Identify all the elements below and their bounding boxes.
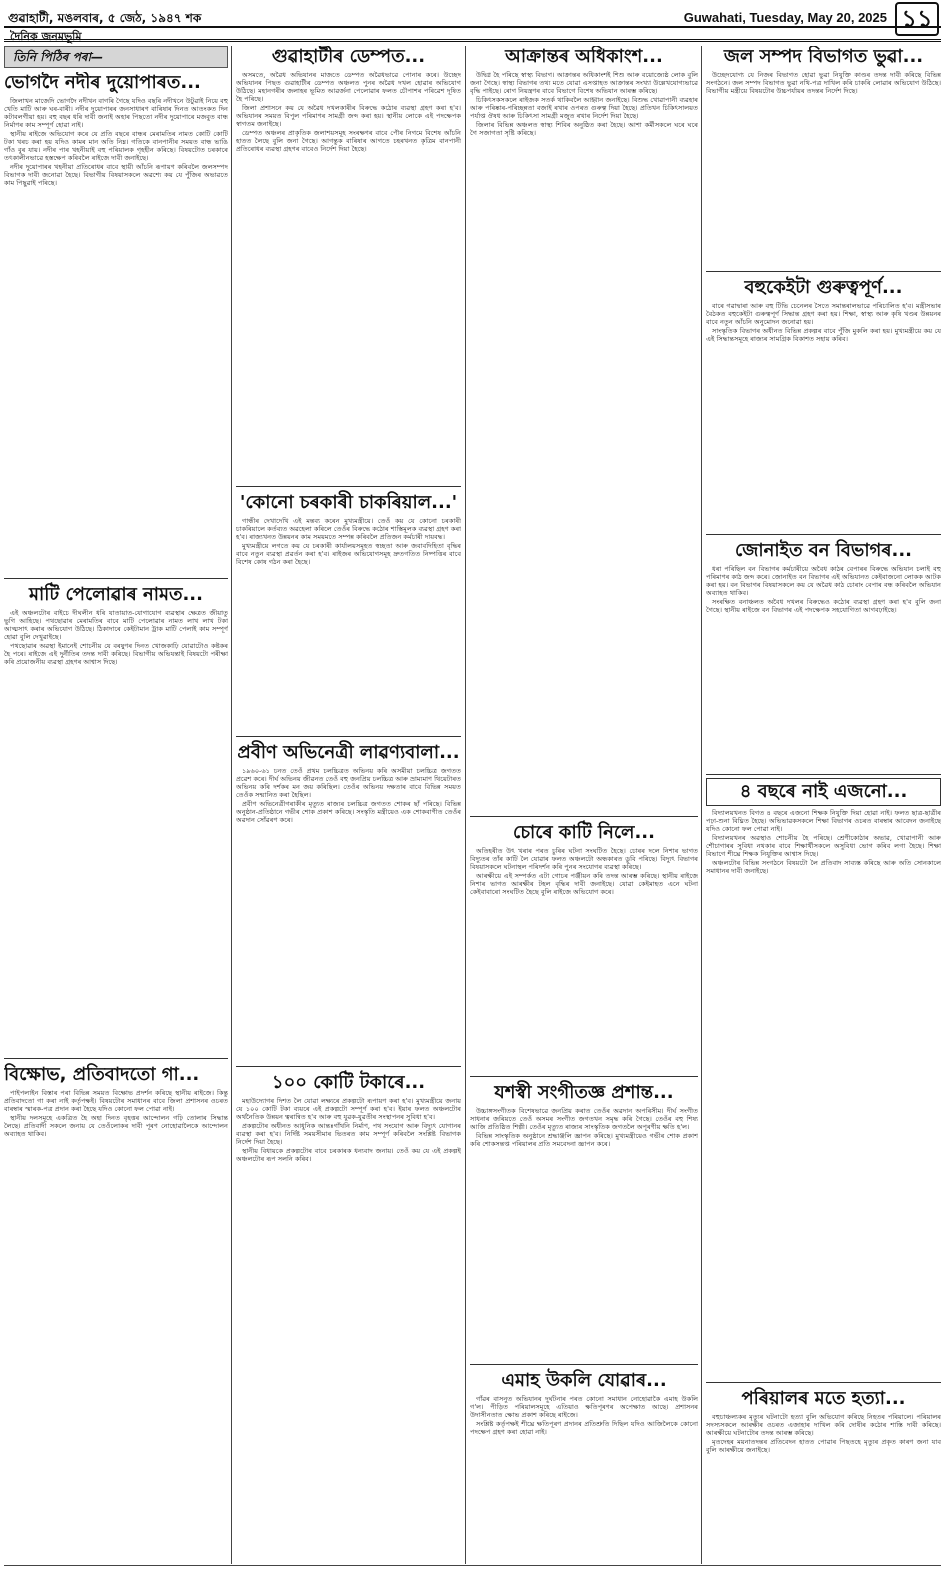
story-divider bbox=[470, 1076, 698, 1077]
article-headline: জোনাইত বন বিভাগৰ... bbox=[735, 540, 912, 561]
article-paragraph: প্ৰকল্পটোৰ অধীনত আধুনিক আন্তঃগাঁথনি নিৰ্মাণ, পথ সংযোগ আৰু বিদ্যুৎ যোগানৰ ব্যৱস্থা কৰা হ'ব। নিৰ্দিষ্ট সময়সীমাৰ ভিতৰত কাম সম্পূৰ্ণ কৰিবলৈ সংশ্লিষ্ট বিভাগক নিৰ্দেশ দিয়া হৈছে। bbox=[236, 1122, 461, 1147]
article-paragraph: এই অঞ্চলটোৰ বাইচে দীঘলীন ধৰি যাতায়াত-যোগাযোগ ব্যৱস্থাৰ ক্ষেত্ৰত জীয়াতু ভুগি আহিছে। পথছোৱাৰ মেৰামতিৰ বাবে মাটি পেলোৱাৰ নামত লাখ লাখ টকা আত্মসাৎ কৰাৰ অভিযোগ উঠিছে। ঠিকাদাৰে কেইটামান ট্ৰাক মাটি পেলাই কাম সম্পূৰ্ণ হোৱা বুলি দেখুৱাইছে। bbox=[4, 609, 228, 642]
article-headline: জল সম্পদ বিভাগত ভুৱা... bbox=[723, 46, 924, 67]
article-paragraph: সাংস্কৃতিক বিভাগৰ অধীনত বিভিন্ন প্ৰকল্পৰ বাবে পুঁজি মুকলি কৰা হয়। মুখ্যমন্ত্ৰীয়ে কয় যে এই সিদ্ধান্তসমূহে ৰাজ্যৰ সামগ্ৰিক বিকাশত সহায় কৰিব। bbox=[706, 327, 941, 344]
article-headline: 'কোনো চৰকাৰী চাকৰিয়াল...' bbox=[239, 492, 458, 513]
article-family-murder bbox=[706, 1382, 941, 1564]
story-divider bbox=[706, 534, 941, 535]
article-body bbox=[470, 1395, 698, 1436]
page-number: ১১ bbox=[895, 2, 939, 36]
column-3 bbox=[470, 46, 698, 1564]
story-divider bbox=[706, 774, 941, 775]
article-body bbox=[4, 1089, 228, 1138]
article-body bbox=[236, 1097, 461, 1163]
article-paragraph: ধৰা পৰিছিল বন বিভাগৰ কৰ্মচাৰীয়ে অবৈধ কাঠৰ বেপাৰৰ বিৰুদ্ধে অভিযান চলাই বহু পৰিমাণৰ কাঠ জব্দ কৰে। জোনাইত বন বিভাগৰ এই অভিযানত কেইবাজনো লোকক আটক কৰা হয়। বন বিভাগৰ বিষয়াসকলে কয় যে অৱৈধ কাঠ চোৰাং বেপাৰ বন্ধ কৰিবলৈ অভিযান অব্যাহত থাকিব। bbox=[706, 565, 941, 598]
article-important-decisions bbox=[706, 271, 941, 541]
article-paragraph: চিকিৎসকসকলে ৰাইজক সতৰ্ক থাকিবলৈ আহ্বান জনাইছে। বিশুদ্ধ খোৱাপানী ব্যৱহাৰ আৰু পৰিষ্কাৰ-পৰিচ্ছন্নতা বজাই ৰখাৰ ওপৰত গুৰুত্ব দিয়া হৈছে। প্ৰতিখন চিকিৎসালয়ত পৰ্যাপ্ত ঔষধ আৰু চিকিৎসা সামগ্ৰী মজুত ৰখাৰ নিৰ্দেশ দিয়া হৈছে। bbox=[470, 96, 698, 121]
article-paragraph: পাইপলাইন বিস্তাৰ পৰা বিভিন্ন সময়ত বিক্ষোভ প্ৰদৰ্শন কৰিছে স্থানীয় ৰাইজে। কিন্তু প্ৰতিবাদতো গা কৰা নাই কৰ্তৃপক্ষই। বিষয়টোৰ সমাধানৰ বাবে জিলা প্ৰশাসনৰ ওচৰত বাৰম্বাৰ স্মাৰক-পত্ৰ প্ৰদান কৰা হৈছে যদিও কোনো ফল পোৱা নাই। bbox=[4, 1089, 228, 1114]
story-divider bbox=[236, 736, 461, 737]
article-paragraph: অঞ্চলটোৰ বিভিন্ন সংগঠনে বিষয়টো লৈ প্ৰতিবাদ সাব্যস্ত কৰিছে আৰু অতি সোনকালে সমাধানৰ দাবী জনাইছে। bbox=[706, 859, 941, 876]
article-headline: পৰিয়ালৰ মতে হত্যা... bbox=[741, 1388, 906, 1409]
article-paragraph: জিলাৰ বিভিন্ন অঞ্চলত স্বাস্থ্য শিবিৰ অনুষ্ঠিত কৰা হৈছে। আশা কৰ্মীসকলে ঘৰে ঘৰে গৈ সজাগতা সৃষ্টি কৰিছে। bbox=[470, 121, 698, 138]
story-divider bbox=[236, 486, 461, 487]
column-divider bbox=[231, 46, 232, 1564]
story-divider bbox=[706, 271, 941, 272]
article-headline: ১০০ কোটি টকাৰে... bbox=[271, 1072, 426, 1093]
article-headline: বহুকেইটা গুৰুত্বপূৰ্ণ... bbox=[744, 277, 903, 298]
article-one-month-passed bbox=[470, 1364, 698, 1564]
article-govt-employee bbox=[236, 486, 461, 756]
article-paragraph: ডেম্পত অঞ্চলৰ প্ৰাকৃতিক জলাশয়সমূহ সংৰক্ষণৰ বাবে পৌৰ নিগমে বিশেষ আঁচনি হাতত লৈছে বুলি জনা গৈছে। আগন্তুক বাৰিষাৰ আগতে চহৰখনত কৃত্ৰিম বানপানী প্ৰতিৰোধৰ ব্যৱস্থা গ্ৰহণৰ বাবেও নিৰ্দেশ দিয়া হৈছে। bbox=[236, 129, 461, 154]
article-paragraph: মৃতদেহৰ ময়নাতদন্তৰ প্ৰতিবেদন হাতত পোৱাৰ পিছতহে মৃত্যুৰ প্ৰকৃত কাৰণ জনা যাব বুলি আৰক্ষীয়ে জনাইছে। bbox=[706, 1438, 941, 1455]
article-paragraph: সংশ্লিষ্ট কৰ্তৃপক্ষই শীঘ্ৰে ক্ষতিপূৰণ প্ৰদানৰ প্ৰতিশ্ৰুতি দিছিল যদিও আজিলৈকে কোনো পদক্ষেপ গ্ৰহণ কৰা হোৱা নাই। bbox=[470, 1420, 698, 1437]
newspaper-name: দৈনিক জনমভূমি bbox=[10, 30, 82, 43]
article-guwahati-dumping bbox=[236, 46, 461, 502]
article-paragraph: নদীৰ দুয়োপাৰৰ খহনীয়া প্ৰতিৰোধৰ বাবে স্থায়ী আঁচনি ৰূপায়ণ কৰিবলৈ জলসম্পদ বিভাগক দাবী জনোৱা হৈছে। বিভাগীয় বিষয়াসকলে অৱশ্যে কয় যে পুঁজিৰ অভাৱতে কাম পিছুৱাই পৰিছে। bbox=[4, 163, 228, 188]
article-100-crore bbox=[236, 1066, 461, 1564]
article-body bbox=[236, 767, 461, 824]
column-2 bbox=[236, 46, 461, 1564]
article-paragraph: অতিহৰীত উৎ খৰাৰ পৰত চুৰিৰ ঘটনা সংঘটিত হৈছে। চোৰৰ দলে নিশাৰ ভাগত বিদ্যুতৰ তাঁৰ কাটি লৈ যোৱাৰ ফলত অঞ্চলটো অন্ধকাৰত ডুবি পৰিছে। বিদ্যুৎ বিভাগৰ বিষয়াসকলে ঘটনাস্থল পৰিদৰ্শন কৰি পুনৰ সংযোগৰ ব্যৱস্থা কৰিছে। bbox=[470, 847, 698, 872]
article-paragraph: জিলা প্ৰশাসনে কয় যে অৱৈধ দখলকাৰীৰ বিৰুদ্ধে কঠোৰ ব্যৱস্থা গ্ৰহণ কৰা হ'ব। অভিযানৰ সময়ত বিপুল পৰিমাণৰ সামগ্ৰী জব্দ কৰা হয়। স্থানীয় লোকে এই পদক্ষেপক স্বাগতম জনাইছে। bbox=[236, 104, 461, 129]
article-paragraph: বিদ্যালয়খনত বিগত ৪ বছৰে এজনো শিক্ষক নিযুক্তি দিয়া হোৱা নাই। ফলত ছাত্ৰ-ছাত্ৰীৰ পঢ়া-শুনা বিঘ্নিত হৈছে। অভিভাৱকসকলে শিক্ষা বিভাগৰ ওচৰত বাৰম্বাৰ আবেদন জনাইছে যদিও কোনো ফল পোৱা নাই। bbox=[706, 809, 941, 834]
masthead-bar bbox=[4, 26, 941, 42]
article-headline: প্ৰবীণ অভিনেত্ৰী লাৱণ্যবালা... bbox=[237, 742, 460, 763]
article-paragraph: গান্ধীৰ দেখাদেখি এই মন্তব্য কৰেন মুখ্যমন্ত্ৰীয়ে। তেওঁ কয় যে কোনো চৰকাৰী চাকৰিয়ালে কৰ্তব্যত অৱহেলা কৰিলে তেওঁৰ বিৰুদ্ধে কঠোৰ শাস্তিমূলক ব্যৱস্থা গ্ৰহণ কৰা হ'ব। ৰাজ্যখনত উন্নয়নৰ কাম সময়মতে সম্পন্ন কৰিবলৈ প্ৰতিজন কৰ্মচাৰী দায়বদ্ধ। bbox=[236, 517, 461, 542]
article-paragraph: স্থানীয় বিধায়কে প্ৰকল্পটোৰ বাবে চৰকাৰক ধন্যবাদ জনায়। তেওঁ কয় যে এই প্ৰকল্পই অঞ্চলটোৰ ৰূপ সলনি কৰিব। bbox=[236, 1147, 461, 1164]
article-thieves-cut bbox=[470, 816, 698, 1076]
article-forest-department bbox=[706, 534, 941, 796]
article-headline: এমাহ উকলি যোৱাৰ... bbox=[501, 1370, 667, 1391]
article-paragraph: আৰক্ষীয়ে এই সম্পৰ্কত এটা গোচৰ পঞ্জীয়ন কৰি তদন্ত আৰম্ভ কৰিছে। স্থানীয় ৰাইজে নিশাৰ ভাগত আৰক্ষীৰ টহল বৃদ্ধিৰ দাবী জনাইছে। যোৱা কেইমাহত এনে ঘটনা কেইবাবাৰো সংঘটিত হৈছে বুলি ৰাইজে অভিযোগ কৰে। bbox=[470, 872, 698, 897]
article-paragraph: মহাউদ্যোগৰ দিশত লৈ যোৱা লক্ষ্যৰে প্ৰকল্পটো ৰূপায়ণ কৰা হ'ব। মুখ্যমন্ত্ৰীয়ে জনায় যে ১০০ কোটি টকা ব্যয়ৰে এই প্ৰকল্পটো সম্পূৰ্ণ কৰা হ'ব। ইয়াৰ ফলত অঞ্চলটোৰ অৰ্থনৈতিক উন্নয়ন ত্বৰান্বিত হ'ব আৰু বহু যুৱক-যুৱতীৰ সংস্থাপনৰ সুবিধা হ'ব। bbox=[236, 1097, 461, 1122]
article-body bbox=[236, 517, 461, 566]
article-paragraph: গাঁৱৰ বাসনুত অভিযানৰ দুৰ্ঘটনাৰ পৰত কোনো সমাধান নোহোৱাকৈ এমাহ উকলি গ'ল। পীড়িত পৰিয়ালসমূহে এতিয়াও ক্ষতিপূৰণৰ অপেক্ষাত আছে। প্ৰশাসনৰ উদাসীনতাত ক্ষোভ প্ৰকাশ কৰিছে ৰাইজে। bbox=[470, 1395, 698, 1420]
story-divider bbox=[470, 1364, 698, 1365]
article-paragraph: ১৯৬০-৬১ চনত তেওঁ প্ৰথম চলচ্চিত্ৰত অভিনয় কৰি অসমীয়া চলচ্চিত্ৰ জগতত প্ৰৱেশ কৰে। দীৰ্ঘ অভিনয় জীৱনত তেওঁ বহু জনপ্ৰিয় চলচ্চিত্ৰ আৰু ভ্ৰাম্যমাণ থিয়েটাৰত অভিনয় কৰি দৰ্শকৰ মন জয় কৰিছিল। তেওঁৰ অভিনয় দক্ষতাৰ বাবে বিভিন্ন সময়ত তেওঁক সন্মানিত কৰা হৈছিল। bbox=[236, 767, 461, 800]
column-1 bbox=[4, 46, 228, 1564]
article-paragraph: সংৰক্ষিত বনাঞ্চলত অবৈধ দখলৰ বিৰুদ্ধেও কঠোৰ ব্যৱস্থা গ্ৰহণ কৰা হ'ব বুলি জনা গৈছে। স্থানীয় ৰাইজে বন বিভাগৰ এই পদক্ষেপক সহযোগিতা আগবঢ়াইছে। bbox=[706, 598, 941, 615]
article-bhogdoi-river bbox=[4, 72, 228, 602]
article-most-infected bbox=[470, 46, 698, 816]
article-body bbox=[236, 71, 461, 153]
article-paragraph: বিভিন্ন সাংস্কৃতিক অনুষ্ঠানে শ্ৰদ্ধাঞ্জলি জ্ঞাপন কৰিছে। মুখ্যমন্ত্ৰীয়েও গভীৰ শোক প্ৰকাশ কৰি শোকসন্তপ্ত পৰিয়ালৰ প্ৰতি সমবেদনা জ্ঞাপন কৰে। bbox=[470, 1132, 698, 1149]
article-body bbox=[4, 97, 228, 188]
article-headline: আক্ৰান্তৰ অধিকাংশ... bbox=[505, 46, 663, 67]
article-paragraph: উদ্বিগ্ন হৈ পৰিছে স্বাস্থ্য বিভাগ। আক্ৰান্তৰ অধিকাংশই শিশু আৰু বয়োজ্যেষ্ঠ লোক বুলি জনা গৈছে। স্বাস্থ্য বিভাগৰ তথ্য মতে যোৱা এসপ্তাহত আক্ৰান্তৰ সংখ্যা উল্লেখযোগ্যভাৱে বৃদ্ধি পাইছে। ৰোগ নিয়ন্ত্ৰণৰ বাবে বিভাগে বিশেষ অভিযান আৰম্ভ কৰিছে। bbox=[470, 71, 698, 96]
article-body bbox=[470, 847, 698, 896]
article-paragraph: স্থানীয় দলসমূহে একত্ৰিত হৈ অহা দিনত বৃহত্তৰ আন্দোলন গঢ়ি তোলাৰ সিদ্ধান্ত লৈছে। প্ৰতিবাদী সকলে জনায় যে তেওঁলোকৰ দাবী পূৰণ নোহোৱালৈকে আন্দোলন অব্যাহত থাকিব। bbox=[4, 1114, 228, 1139]
issue-date-assamese: গুৱাহাটী, মঙলবাৰ, ৫ জেঠ, ১৯৪৭ শক bbox=[8, 11, 202, 25]
article-four-years-no-teacher bbox=[706, 774, 941, 1344]
article-paragraph: বিদ্যালয়খনৰ অৱস্থাও শোচনীয় হৈ পৰিছে। শ্ৰেণীকোঠাৰ অভাৱ, খোৱাপানী আৰু শৌচাগাৰৰ সুবিধা নথকাৰ বাবে শিক্ষাৰ্থীসকলে অসুবিধা ভোগ কৰিব লগা হৈছে। শিক্ষা বিভাগে শীঘ্ৰে শিক্ষক নিযুক্তিৰ আশ্বাস দিছে। bbox=[706, 834, 941, 859]
article-paragraph: উচ্ছেদযোগ্য যে নিজৰ বিভাগত হোৱা ভুৱা নিযুক্তি কাণ্ডৰ তদন্ত দাবী কৰিছে বিভিন্ন সংগঠনে। জল সম্পদ বিভাগত ভুৱা নথি-পত্ৰ দাখিল কৰি চাকৰি লোৱাৰ অভিযোগ উঠিছে। বিভাগীয় মন্ত্ৰীয়ে বিষয়টোৰ উচ্চপৰ্যায়ৰ তদন্তৰ নিৰ্দেশ দিছে। bbox=[706, 71, 941, 96]
article-paragraph: অসমতে, অৱৈধ অভিযানৰ মাজতে ডেম্পত অৱৈধভাৱে পোনাৰ কৰে। উচ্ছেদ অভিযানৰ পিছত গুৱাহাটীৰ ডেম্পত অঞ্চলত পুনৰ অৱৈধ দখল হোৱাৰ অভিযোগ উঠিছে। মহানগৰীৰ জলাহৰ ভূমিত আৱৰ্জনা পেলোৱাৰ ফলত চৌপাশৰ পৰিৱেশ দূষিত হৈ পৰিছে। bbox=[236, 71, 461, 104]
article-paragraph: বাৰে গৱাদ্বাৰা আৰু বহু টিভি চেনেলৰ সৈতে সমান্তৰালভাৱে পৰিচালিত হ'ব। মন্ত্ৰীসভাৰ বৈঠকত বহুকেইটা গুৰুত্বপূৰ্ণ সিদ্ধান্ত গ্ৰহণ কৰা হয়। শিক্ষা, স্বাস্থ্য আৰু কৃষি খণ্ডৰ উন্নয়নৰ বাবে নতুন আঁচনি অনুমোদন জনোৱা হয়। bbox=[706, 302, 941, 327]
article-headline: মাটি পেলোৱাৰ নামত... bbox=[29, 584, 203, 605]
story-divider bbox=[236, 1066, 461, 1067]
story-divider bbox=[4, 1058, 228, 1059]
article-soil-filling bbox=[4, 578, 228, 1048]
page-bottom-rule bbox=[4, 1565, 941, 1566]
article-musician-prashanta bbox=[470, 1076, 698, 1366]
story-divider bbox=[4, 578, 228, 579]
story-divider bbox=[706, 1382, 941, 1383]
article-body bbox=[706, 302, 941, 343]
article-body bbox=[706, 565, 941, 614]
column-divider bbox=[701, 46, 702, 1564]
article-body bbox=[706, 1413, 941, 1454]
article-body bbox=[706, 71, 941, 95]
article-paragraph: স্থানীয় ৰাইজে অভিযোগ কৰে যে প্ৰতি বছৰে বান্ধৰ মেৰামতিৰ নামত কোটি কোটি টকা খৰচ কৰা হয় যদিও কামৰ মান অতি নিম্ন। গতিকে বানপানীৰ সময়ত বান্ধ ভাঙি গাঁও বুৰ যায়। নদীৰ পাৰ খহনীয়াই বহু পৰিয়ালক গৃহহীন কৰিছে। বিষয়টোত চৰকাৰে তৎকালীনভাৱে হস্তক্ষেপ কৰিবলৈ ৰাইজে দাবী জনাইছে। bbox=[4, 130, 228, 163]
article-paragraph: পথছোৱাৰ অৱস্থা ইমানেই শোচনীয় যে বৰষুণৰ দিনত খোজকাঢ়ি যোৱাটোও কষ্টকৰ হৈ পৰে। ৰাইজে এই দুৰ্নীতিৰ তদন্ত দাবী কৰিছে। বিভাগীয় অভিযন্তাই বিষয়টো পৰীক্ষা কৰি প্ৰয়োজনীয় ব্যৱস্থা গ্ৰহণৰ আশ্বাস দিছে। bbox=[4, 642, 228, 667]
article-headline: চোৰে কাটি নিলে... bbox=[513, 822, 655, 843]
issue-date-english: Guwahati, Tuesday, May 20, 2025 bbox=[683, 10, 887, 25]
article-headline: ভোগদৈ নদীৰ দুয়োপাৰত... bbox=[4, 72, 201, 93]
article-water-resources-fake bbox=[706, 46, 941, 271]
story-divider bbox=[470, 816, 698, 817]
article-headline: গুৱাহাটীৰ ডেম্পত... bbox=[271, 46, 426, 67]
article-paragraph: উচ্চাঙ্গসংগীতক বিশেষভাৱে জনপ্ৰিয় কৰাত তেওঁৰ অৱদান অপৰিসীম। দীৰ্ঘ সংগীত সাধনাৰ জৰিয়তে তেওঁ অসমৰ সংগীত জগতখন সমৃদ্ধ কৰি গৈছে। তেওঁৰ বহু শিষ্য আজি প্ৰতিষ্ঠিত শিল্পী। তেওঁৰ মৃত্যুত ৰাজ্যৰ সাংস্কৃতিক জগতলৈ অপূৰণীয় ক্ষতি হ'ল। bbox=[470, 1107, 698, 1132]
continued-section-label: তিনি পিঠিৰ পৰা— bbox=[4, 46, 228, 68]
article-paragraph: বহুচাঞ্চল্যকৰ মৃত্যুৰ ঘটনাটো হত্যা বুলি অভিযোগ কৰিছে নিহতৰ পৰিয়ালে। পৰিয়ালৰ সদস্যসকলে আৰক্ষীৰ ওচৰত এজাহাৰ দাখিল কৰি দোষীৰ কঠোৰ শাস্তি দাবী কৰিছে। আৰক্ষীয়ে ঘটনাটোৰ তদন্ত আৰম্ভ কৰিছে। bbox=[706, 1413, 941, 1438]
article-paragraph: প্ৰবীণ অভিনেত্ৰীগৰাকীৰ মৃত্যুত ৰাজ্যৰ চলচ্চিত্ৰ জগতত শোকৰ ছাঁ পৰিছে। বিভিন্ন অনুষ্ঠান-প্ৰতিষ্ঠানে গভীৰ শোক প্ৰকাশ কৰিছে। সংস্কৃতি মন্ত্ৰীয়েও এক শোকবাণীত তেওঁৰ অৱদান সোঁৱৰণ কৰে। bbox=[236, 800, 461, 825]
article-body bbox=[470, 1107, 698, 1148]
article-body bbox=[470, 71, 698, 137]
article-paragraph: জিলাখন মাজেদি ভোগদৈ নদীখন বাগৰি গৈছে যদিও বছৰি নদীখনে উটুৱাই নিয়ে বহু খেতি মাটি আৰু ঘৰ-বাৰী। নদীৰ দুয়োপাৰৰ জনসাধাৰণ বাৰিষাৰ দিনত আতংকত দিন কটাবলগীয়া হয়। বহু বছৰ ধৰি দাবী জনাই অহাৰ পিছতো নদীৰ দুয়োপাৰে মজবুত বান্ধ নিৰ্মাণৰ কাম সম্পূৰ্ণ হোৱা নাই। bbox=[4, 97, 228, 130]
article-paragraph: মুখ্যমন্ত্ৰীয়ে লগতে কয় যে চৰকাৰী কাৰ্যালয়সমূহত স্বচ্ছতা আৰু জবাবদিহিতা বৃদ্ধিৰ বাবে নতুন ব্যৱস্থা প্ৰৱৰ্তন কৰা হ'ব। ৰাইজৰ অভিযোগসমূহ দ্ৰুতগতিত নিষ্পত্তিৰ বাবে বিশেষ কোষ গঠন কৰা হৈছে। bbox=[236, 542, 461, 567]
article-headline: বিক্ষোভ, প্ৰতিবাদতো গা... bbox=[4, 1064, 200, 1085]
article-headline: যশস্বী সংগীতজ্ঞ প্ৰশান্ত... bbox=[494, 1082, 674, 1103]
article-protest bbox=[4, 1058, 228, 1564]
column-4 bbox=[706, 46, 941, 1564]
article-headline: ৪ বছৰে নাই এজনো... bbox=[706, 778, 941, 806]
article-body bbox=[706, 809, 941, 875]
article-body bbox=[4, 609, 228, 666]
column-divider bbox=[465, 46, 466, 1564]
